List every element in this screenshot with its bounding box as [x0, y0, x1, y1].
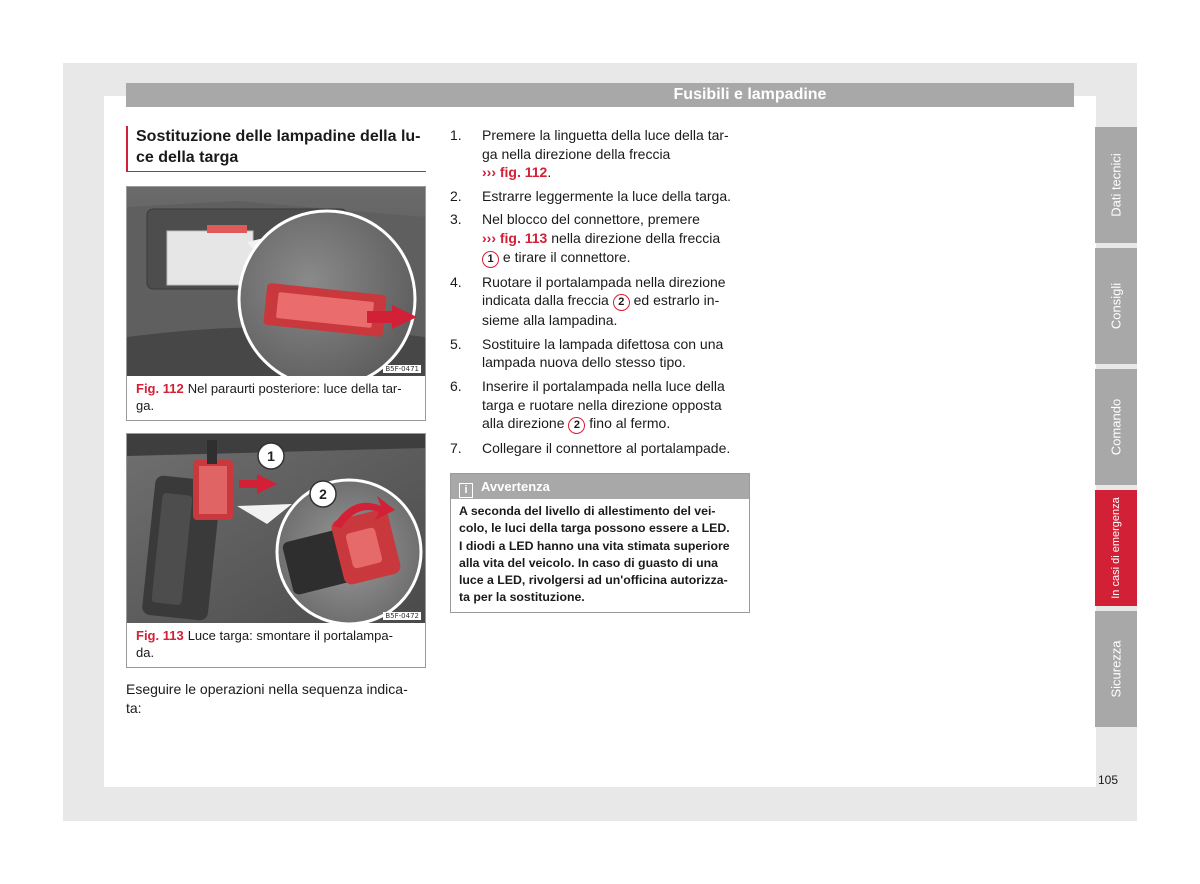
tab-comando[interactable] — [1095, 369, 1137, 485]
step-number: 6. — [450, 377, 462, 394]
figure-113-caption — [127, 623, 425, 667]
step-text: e tirare il connettore. — [502, 248, 631, 265]
list-item — [450, 126, 750, 182]
tab-dati-tecnici[interactable] — [1095, 127, 1137, 243]
step-list — [450, 126, 750, 463]
info-icon: i — [459, 483, 473, 498]
figure-113-code: B5F-0472 — [385, 612, 419, 620]
step-text: Inserire il portalampada nella luce della — [482, 377, 725, 394]
step-text: fino al fermo. — [589, 415, 671, 432]
list-item — [450, 439, 750, 458]
tab-label: Comando — [1108, 398, 1124, 456]
warning-box — [450, 473, 750, 613]
warning-line: alla vita del veicolo. In caso di guasto di una — [459, 555, 718, 570]
figure-link[interactable]: ››› fig. 112 — [482, 164, 548, 181]
callout-badge: 1 — [482, 251, 499, 268]
list-item — [450, 377, 750, 434]
intro-text — [126, 680, 426, 718]
step-number: 4. — [450, 273, 462, 290]
callout-badge: 2 — [568, 417, 585, 434]
warning-body — [451, 499, 749, 612]
step-text: Ruotare il portalampada nella direzione — [482, 273, 726, 290]
tab-in-casi-di-emergenza[interactable] — [1095, 490, 1137, 606]
figure-113-illustration — [127, 434, 425, 623]
step-text: lampada nuova dello stesso tipo. — [482, 354, 686, 371]
section-title — [126, 126, 426, 172]
license-light-illustration — [127, 187, 425, 376]
tab-label: Sicurezza — [1108, 640, 1124, 698]
warning-line: luce a LED, rivolgersi ad un'officina autorizza- — [459, 573, 728, 588]
list-item — [450, 335, 750, 372]
tab-consigli[interactable] — [1095, 248, 1137, 364]
callout-1-label: 1 — [267, 448, 275, 464]
step-number: 1. — [450, 127, 462, 143]
warning-title: Avvertenza — [481, 479, 550, 494]
warning-line: I diodi a LED hanno una vita stimata superiore — [459, 538, 730, 553]
list-item — [450, 210, 750, 267]
step-text: Premere la linguetta della luce della tar- — [482, 127, 729, 143]
intro-line1: Eseguire le operazioni nella sequenza indica- — [126, 681, 408, 697]
intro-line2: ta: — [126, 700, 142, 716]
step-text: ga nella direzione della freccia — [482, 145, 671, 162]
section-title-line2: ce della targa — [136, 149, 239, 166]
lamp-holder-illustration — [127, 434, 425, 623]
callout-badge: 2 — [613, 294, 630, 311]
step-text: Estrarre leggermente la luce della targa. — [482, 187, 732, 204]
figure-112-caption-line1: Nel paraurti posteriore: luce della tar- — [187, 381, 402, 396]
tab-label: Consigli — [1108, 282, 1124, 330]
figure-112 — [126, 186, 426, 421]
step-number: 3. — [450, 211, 462, 228]
warning-line: A seconda del livello di allestimento del vei- — [459, 504, 716, 518]
step-text: indicata dalla freccia — [482, 292, 609, 309]
figure-113-ref: Fig. 113 — [136, 628, 184, 643]
step-text: Collegare il connettore al portalampade. — [482, 440, 731, 457]
step-text: Nel blocco del connettore, premere — [482, 211, 700, 228]
step-text: . — [547, 164, 552, 181]
step-text: targa e ruotare nella direzione opposta — [482, 396, 722, 413]
tab-label: In casi di emergenza — [1110, 497, 1122, 599]
figure-113 — [126, 433, 426, 668]
section-title-line1: Sostituzione delle lampadine della lu- — [136, 128, 421, 145]
figure-link[interactable]: ››› fig. 113 — [482, 229, 548, 246]
figure-112-code: B5F-0471 — [385, 365, 419, 373]
warning-header — [451, 474, 749, 499]
step-text: ed estrarlo in- — [633, 292, 720, 309]
step-text: nella direzione della freccia — [551, 229, 721, 246]
page-number: 105 — [1098, 773, 1119, 787]
step-number: 7. — [450, 440, 462, 457]
step-text: Sostituire la lampada difettosa con una — [482, 335, 724, 352]
tab-label: Dati tecnici — [1108, 153, 1124, 217]
step-text: alla direzione — [482, 415, 565, 432]
step-number: 5. — [450, 335, 462, 352]
callout-2-label: 2 — [319, 486, 327, 502]
list-item — [450, 273, 750, 330]
step-number: 2. — [450, 187, 462, 204]
figure-112-caption-line2: ga. — [136, 398, 155, 413]
warning-line: ta per la sostituzione. — [459, 590, 585, 605]
figure-113-caption-line1: Luce targa: smontare il portalampa- — [187, 628, 393, 643]
step-text: sieme alla lampadina. — [482, 312, 618, 329]
chapter-header — [126, 83, 1074, 107]
figure-112-caption — [127, 376, 425, 420]
figure-112-illustration — [127, 187, 425, 376]
list-item — [450, 187, 750, 206]
warning-line: colo, le luci della targa possono essere a LED. — [459, 521, 730, 536]
figure-112-ref: Fig. 112 — [136, 381, 184, 396]
chapter-title: Fusibili e lampadine — [673, 86, 827, 103]
figure-113-caption-line2: da. — [136, 645, 155, 660]
tab-sicurezza[interactable] — [1095, 611, 1137, 727]
